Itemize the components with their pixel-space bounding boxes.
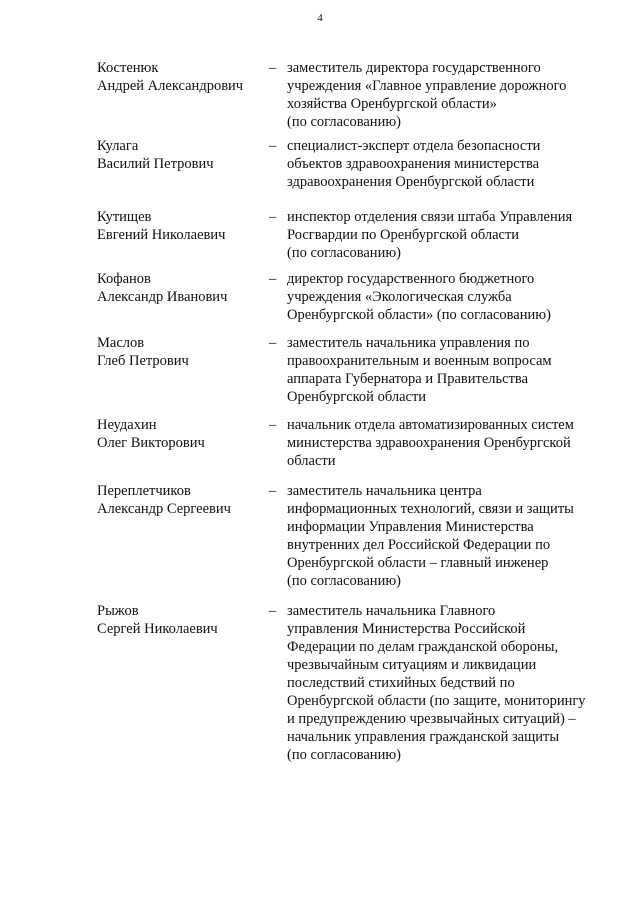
position-line: (по согласованию) [287,573,401,589]
position-line: и предупреждению чрезвычайных ситуаций) – [287,711,576,727]
member-name [97,334,267,370]
position-line: заместитель начальника управления по [287,335,530,351]
member-given-names: Евгений Николаевич [97,227,226,243]
position-line: (по согласованию) [287,747,401,763]
dash-separator: – [269,483,277,499]
member-given-names: Александр Иванович [97,289,228,305]
dash-separator: – [269,335,277,351]
position-line: специалист-эксперт отдела безопасности [287,138,541,154]
position-line: министерства здравоохранения Оренбургской [287,435,571,451]
member-surname: Маслов [97,335,145,351]
position-line: начальник управления гражданской защиты [287,729,560,745]
page-number: 4 [317,12,323,24]
member-list [0,59,640,772]
member-surname: Костенюк [97,60,159,76]
member-given-names: Олег Викторович [97,435,205,451]
position-line: внутренних дел Российской Федерации по [287,537,551,553]
member-surname: Неудахин [97,417,157,433]
position-line: заместитель начальника Главного [287,603,496,619]
list-item [0,270,640,334]
position-line: правоохранительным и военным вопросам [287,353,552,369]
dash-separator: – [269,603,277,619]
list-item [0,334,640,416]
dash-separator: – [269,209,277,225]
member-given-names: Василий Петрович [97,156,214,172]
dash-separator: – [269,60,277,76]
position-line: аппарата Губернатора и Правительства [287,371,529,387]
member-position [287,137,607,191]
dash-separator: – [269,138,277,154]
position-line: информационных технологий, связи и защиты [287,501,574,517]
position-line: здравоохранения Оренбургской области [287,174,535,190]
position-line: заместитель начальника центра [287,483,482,499]
member-given-names: Глеб Петрович [97,353,189,369]
position-line: объектов здравоохранения министерства [287,156,540,172]
member-position [287,602,607,764]
member-surname: Кофанов [97,271,151,287]
position-line: (по согласованию) [287,114,401,130]
list-item [0,602,640,772]
position-line: директор государственного бюджетного [287,271,535,287]
position-line: Оренбургской области (по защите, мониторингу [287,693,586,709]
position-line: управления Министерства Российской [287,621,526,637]
member-surname: Кулага [97,138,139,154]
position-line: учреждения «Главное управление дорожного [287,78,567,94]
position-line: Оренбургской области – главный инженер [287,555,549,571]
member-name [97,59,267,95]
member-surname: Переплетчиков [97,483,191,499]
member-name [97,482,267,518]
member-surname: Рыжов [97,603,139,619]
position-line: Оренбургской области» (по согласованию) [287,307,551,323]
member-position [287,270,607,324]
position-line: Оренбургской области [287,389,427,405]
member-name [97,208,267,244]
dash-separator: – [269,271,277,287]
list-item [0,482,640,602]
member-position [287,482,607,590]
member-position [287,59,607,131]
member-name [97,137,267,173]
position-line: (по согласованию) [287,245,401,261]
position-line: информации Управления Министерства [287,519,534,535]
member-name [97,602,267,638]
member-position [287,208,607,262]
position-line: чрезвычайным ситуациям и ликвидации [287,657,537,673]
member-given-names: Александр Сергеевич [97,501,231,517]
position-line: хозяйства Оренбургской области» [287,96,497,112]
position-line: инспектор отделения связи штаба Управления [287,209,573,225]
member-position [287,334,607,406]
list-item [0,208,640,270]
position-line: учреждения «Экологическая служба [287,289,512,305]
position-line: начальник отдела автоматизированных систем [287,417,574,433]
member-surname: Кутищев [97,209,152,225]
member-given-names: Андрей Александрович [97,78,244,94]
list-item [0,416,640,482]
member-given-names: Сергей Николаевич [97,621,218,637]
member-name [97,270,267,306]
member-name [97,416,267,452]
position-line: Росгвардии по Оренбургской области [287,227,520,243]
member-position [287,416,607,470]
list-item [0,59,640,137]
position-line: области [287,453,336,469]
dash-separator: – [269,417,277,433]
position-line: Федерации по делам гражданской обороны, [287,639,559,655]
list-item [0,137,640,208]
position-line: заместитель директора государственного [287,60,541,76]
position-line: последствий стихийных бедствий по [287,675,515,691]
